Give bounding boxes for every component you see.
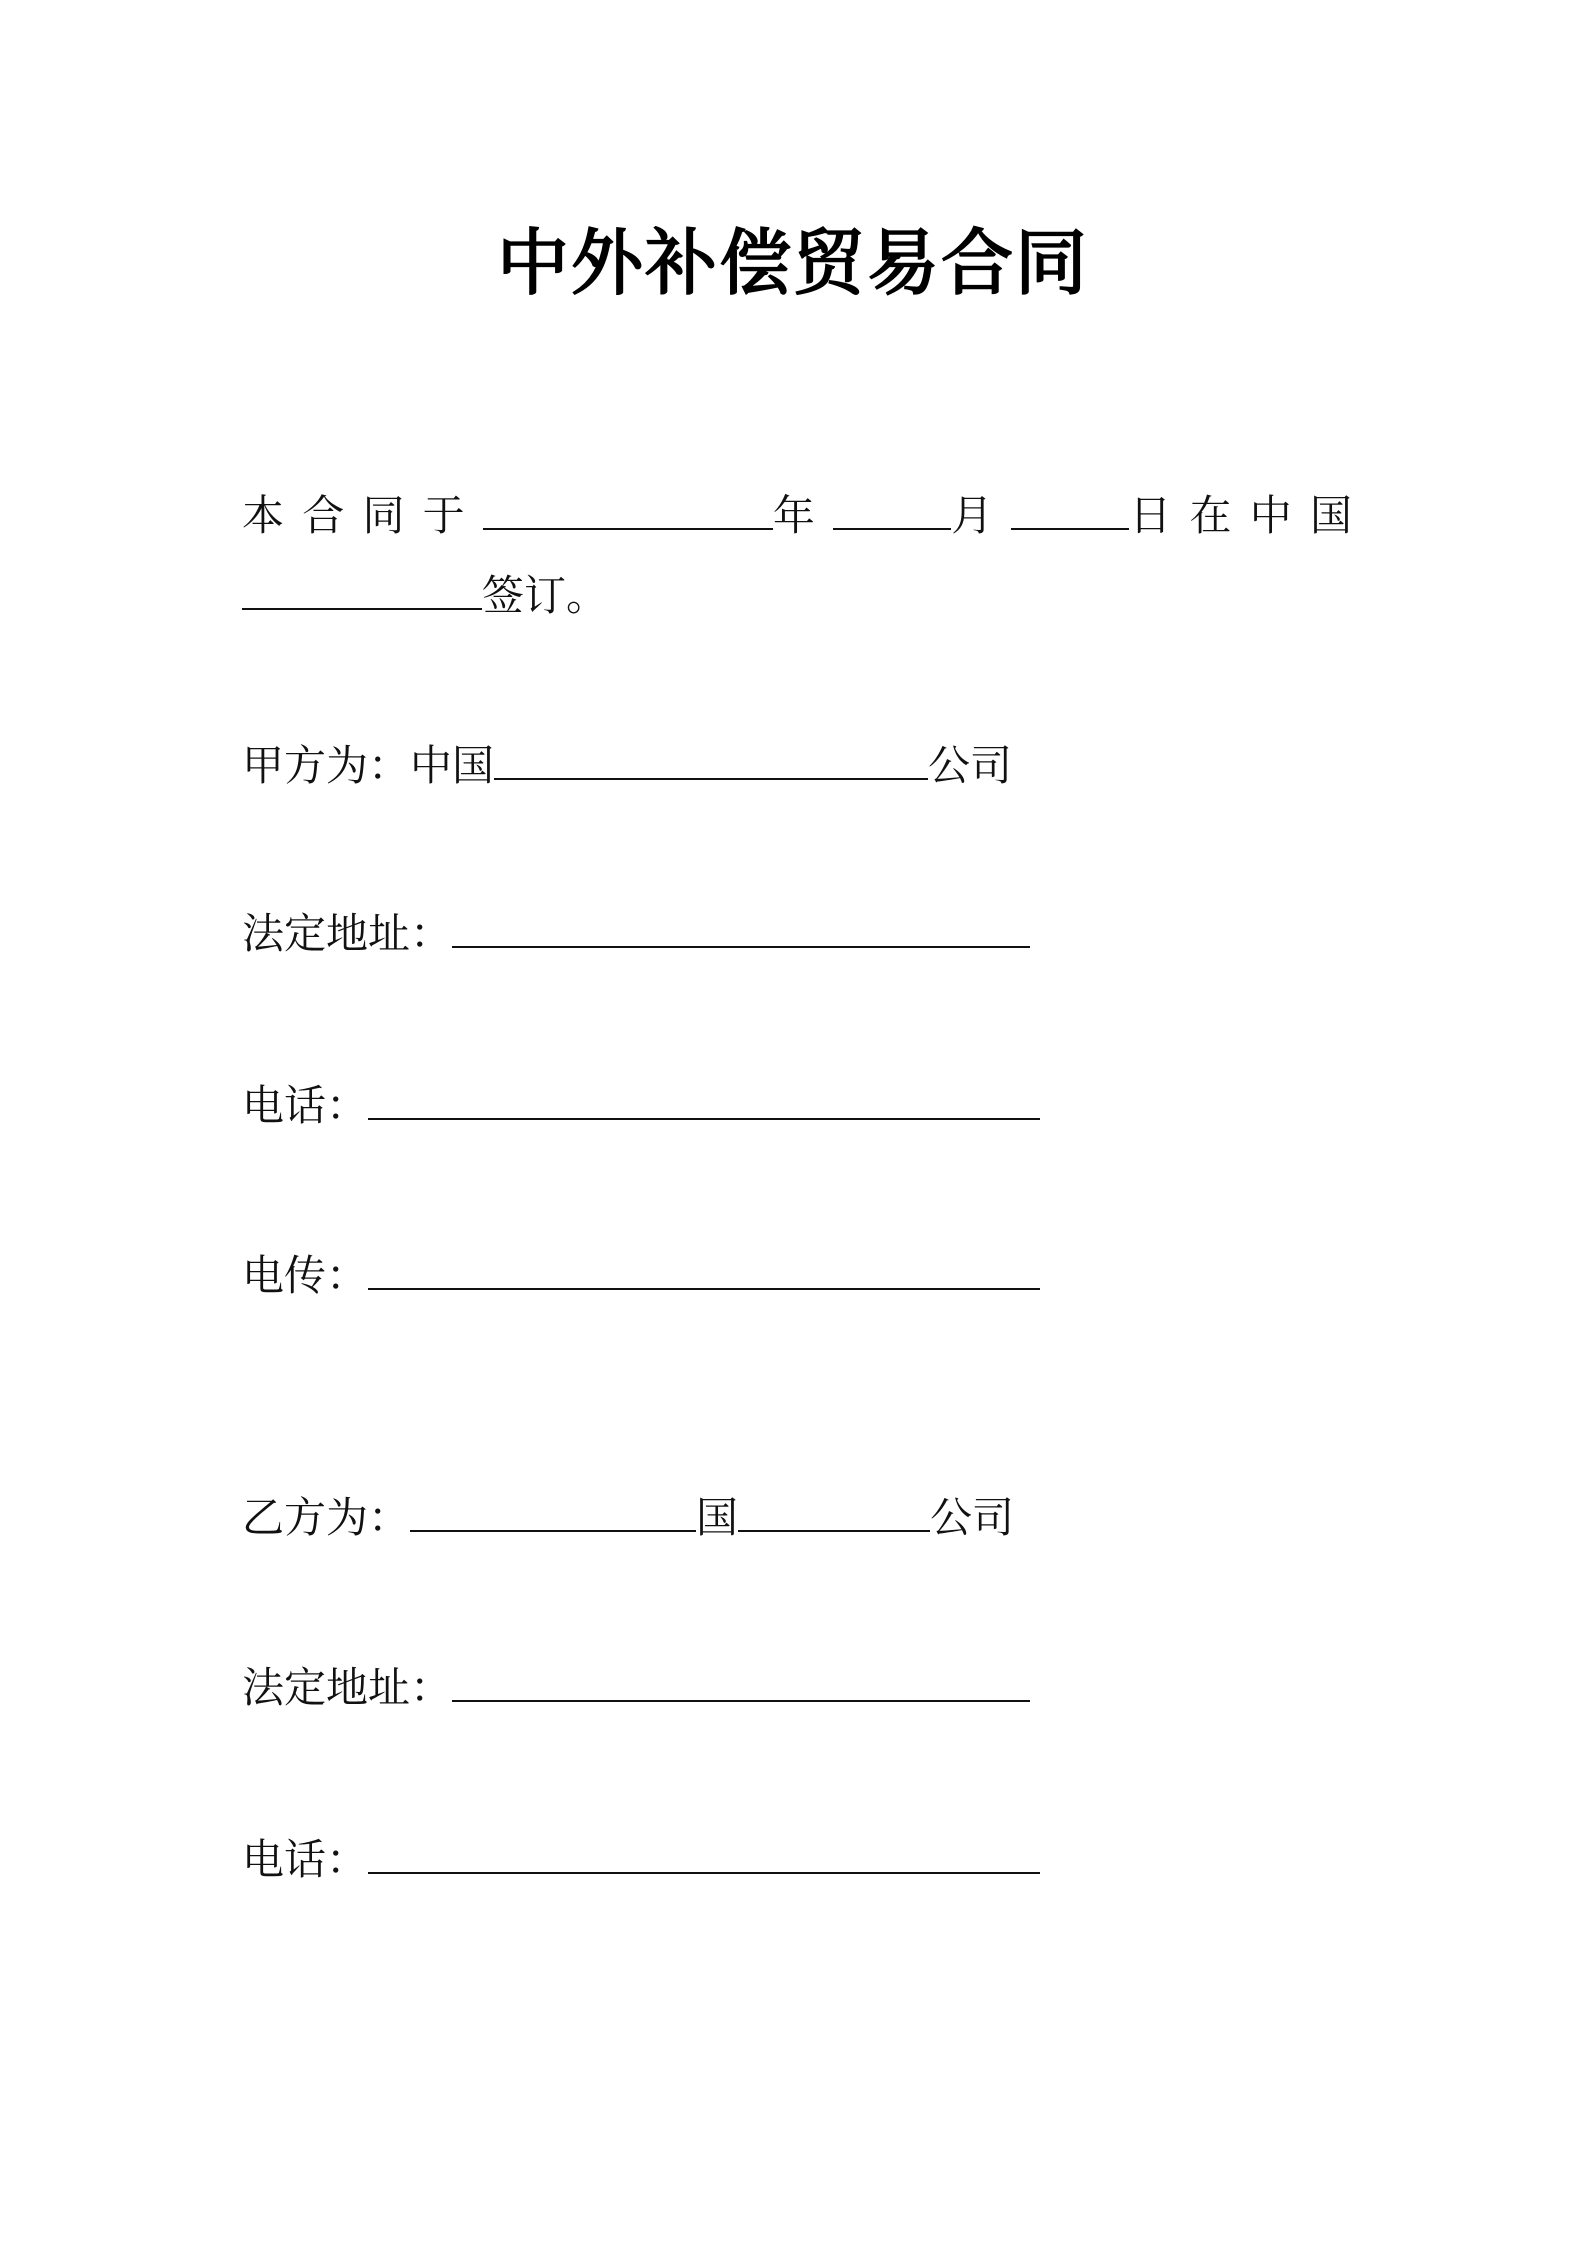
party-b-address-label: 法定地址：	[242, 1663, 453, 1712]
intro-line-1	[242, 488, 1352, 544]
month-blank[interactable]	[833, 488, 951, 530]
party-b-phone-label: 电话：	[242, 1835, 369, 1884]
day-blank[interactable]	[1011, 488, 1129, 530]
party-a-suffix: 公司	[928, 741, 1013, 790]
party-b-line	[242, 1490, 1014, 1546]
intro-char: 中	[1249, 491, 1292, 540]
intro-char: 合	[302, 491, 345, 540]
party-a-fax-line	[242, 1248, 1040, 1304]
month-label: 月	[951, 491, 994, 540]
party-b-phone-line	[242, 1832, 1040, 1888]
party-a-phone-line	[242, 1078, 1040, 1134]
intro-char: 国	[1309, 491, 1352, 540]
party-b-country-blank[interactable]	[410, 1490, 696, 1532]
party-b-country: 国	[696, 1493, 739, 1542]
intro-char: 于	[422, 491, 465, 540]
party-b-name-blank[interactable]	[738, 1490, 930, 1532]
intro-day	[1011, 488, 1171, 544]
document-title: 中外补偿贸易合同	[496, 221, 1089, 305]
party-a-name-blank[interactable]	[494, 738, 928, 780]
place-blank[interactable]	[242, 568, 482, 610]
party-b-address-blank[interactable]	[452, 1660, 1030, 1702]
party-a-phone-label: 电话：	[242, 1081, 369, 1130]
party-a-address-label: 法定地址：	[242, 909, 453, 958]
party-a-address-blank[interactable]	[452, 906, 1030, 948]
intro-char: 在	[1189, 491, 1232, 540]
signed-label: 签订。	[482, 571, 609, 620]
intro-month	[833, 488, 993, 544]
intro-date	[483, 488, 815, 544]
party-a-line	[242, 738, 1012, 794]
party-a-fax-blank[interactable]	[368, 1248, 1040, 1290]
party-b-label: 乙方为：	[242, 1493, 411, 1542]
party-b-phone-blank[interactable]	[368, 1832, 1040, 1874]
party-a-phone-blank[interactable]	[368, 1078, 1040, 1120]
intro-char: 本	[242, 491, 285, 540]
day-label: 日	[1129, 491, 1172, 540]
party-a-label: 甲方为：中国	[242, 741, 495, 790]
year-blank[interactable]	[483, 488, 773, 530]
party-b-address-line	[242, 1660, 1030, 1716]
intro-line-2	[242, 568, 608, 624]
intro-char: 同	[362, 491, 405, 540]
party-a-address-line	[242, 906, 1030, 962]
year-label: 年	[772, 491, 815, 540]
party-b-suffix: 公司	[930, 1493, 1015, 1542]
party-a-fax-label: 电传：	[242, 1251, 369, 1300]
